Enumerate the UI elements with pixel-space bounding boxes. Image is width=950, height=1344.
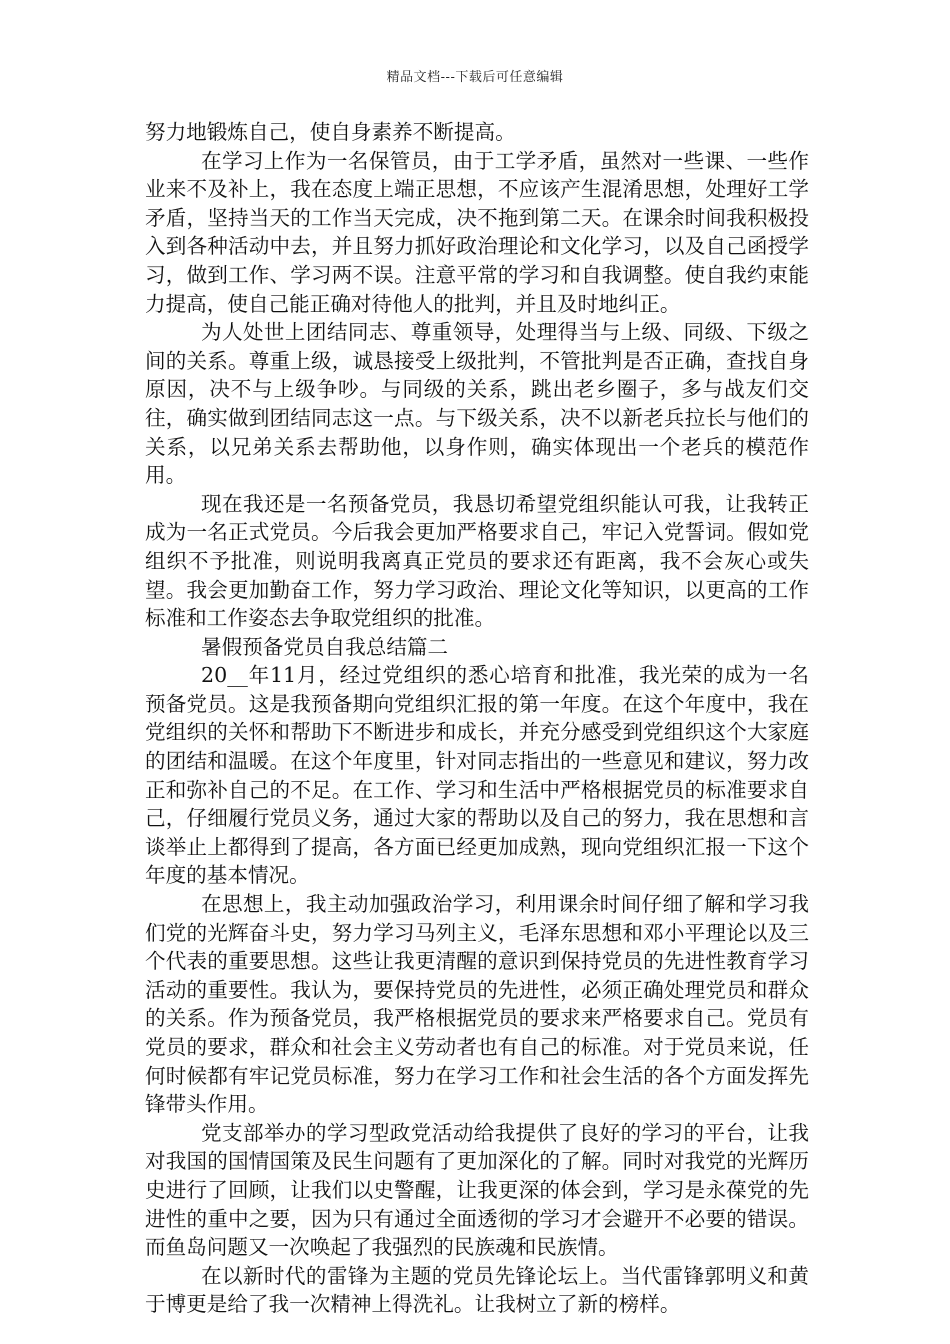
paragraph-3: 为人处世上团结同志、尊重领导，处理得当与上级、同级、下级之间的关系。尊重上级，诚恳接受上级批判，不管批判是否正确，查找自身原因，决不与上级争吵。与同级的关系，跳出老乡圈子，多与战友们交往，确实做到团结同志这一点。与下级关系，决不以新老兵拉长与他们的关系，以兄弟关系去帮助他，以身作则，确实体现出一个老兵的模范作用。 [145, 320, 809, 488]
page-header: 精品文档---下载后可任意编辑 [386, 70, 564, 85]
section-heading: 暑假预备党员自我总结篇二 [201, 634, 449, 659]
paragraph-4: 现在我还是一名预备党员，我恳切希望党组织能认可我，让我转正成为一名正式党员。今后我会更加严格要求自己，牢记入党誓词。假如党组织不予批准，则说明我离真正党员的要求还有距离，我不会灰心或失望。我会更加勤奋工作，努力学习政治、理论文化等知识，以更高的工作标准和工作姿态去争取党组织的批准。 [145, 491, 809, 631]
paragraph-7: 党支部举办的学习型政党活动给我提供了良好的学习的平台，让我对我国的国情国策及民生问题有了更加深化的了解。同时对我党的光辉历史进行了回顾，让我们以史警醒，让我更深的体会到，学习是永葆党的先进性的重中之要，因为只有通过全面透彻的学习才会避开不必要的错误。而鱼岛问题又一次唤起了我强烈的民族魂和民族情。 [145, 1120, 809, 1260]
paragraph-6: 在思想上，我主动加强政治学习，利用课余时间仔细了解和学习我们党的光辉奋斗史，努力学习马列主义，毛泽东思想和邓小平理论以及三个代表的重要思想。这些让我更清醒的意识到保持党员的先进性教育学习活动的重要性。我认为，要保持党员的先进性，必须正确处理党员和群众的关系。作为预备党员，我严格根据党员的要求来严格要求自己。党员有党员的要求，群众和社会主义劳动者也有自己的标准。对于党员来说，任何时候都有牢记党员标准，努力在学习工作和社会生活的各个方面发挥先锋带头作用。 [145, 892, 809, 1117]
document-body [145, 118, 809, 1319]
paragraph-1: 努力地锻炼自己，使自身素养不断提高。 [145, 120, 516, 144]
paragraph-2: 在学习上作为一名保管员，由于工学矛盾，虽然对一些课、一些作业来不及补上，我在态度上端正思想，不应该产生混淆思想，处理好工学矛盾，坚持当天的工作当天完成，决不拖到第二天。在课余时间我积极投入到各种活动中去，并且努力抓好政治理论和文化学习，以及自己函授学习，做到工作、学习两不误。注意平常的学习和自我调整。使自我约束能力提高，使自己能正确对待他人的批判，并且及时地纠正。 [145, 148, 809, 316]
paragraph-8: 在以新时代的雷锋为主题的党员先锋论坛上。当代雷锋郭明义和黄于博更是给了我一次精神上得洗礼。让我树立了新的榜样。 [145, 1263, 809, 1317]
paragraph-5: 20__年11月，经过党组织的悉心培育和批准，我光荣的成为一名预备党员。这是我预备期向党组织汇报的第一年度。在这个年度中，我在党组织的关怀和帮助下不断进步和成长，并充分感受到党组织这个大家庭的团结和温暖。在这个年度里，针对同志指出的一些意见和建议，努力改正和弥补自己的不足。在工作、学习和生活中严格根据党员的标准要求自己，仔细履行党员义务，通过大家的帮助以及自己的努力，我在思想和言谈举止上都得到了提高，各方面已经更加成熟，现向党组织汇报一下这个年度的基本情况。 [145, 663, 809, 888]
